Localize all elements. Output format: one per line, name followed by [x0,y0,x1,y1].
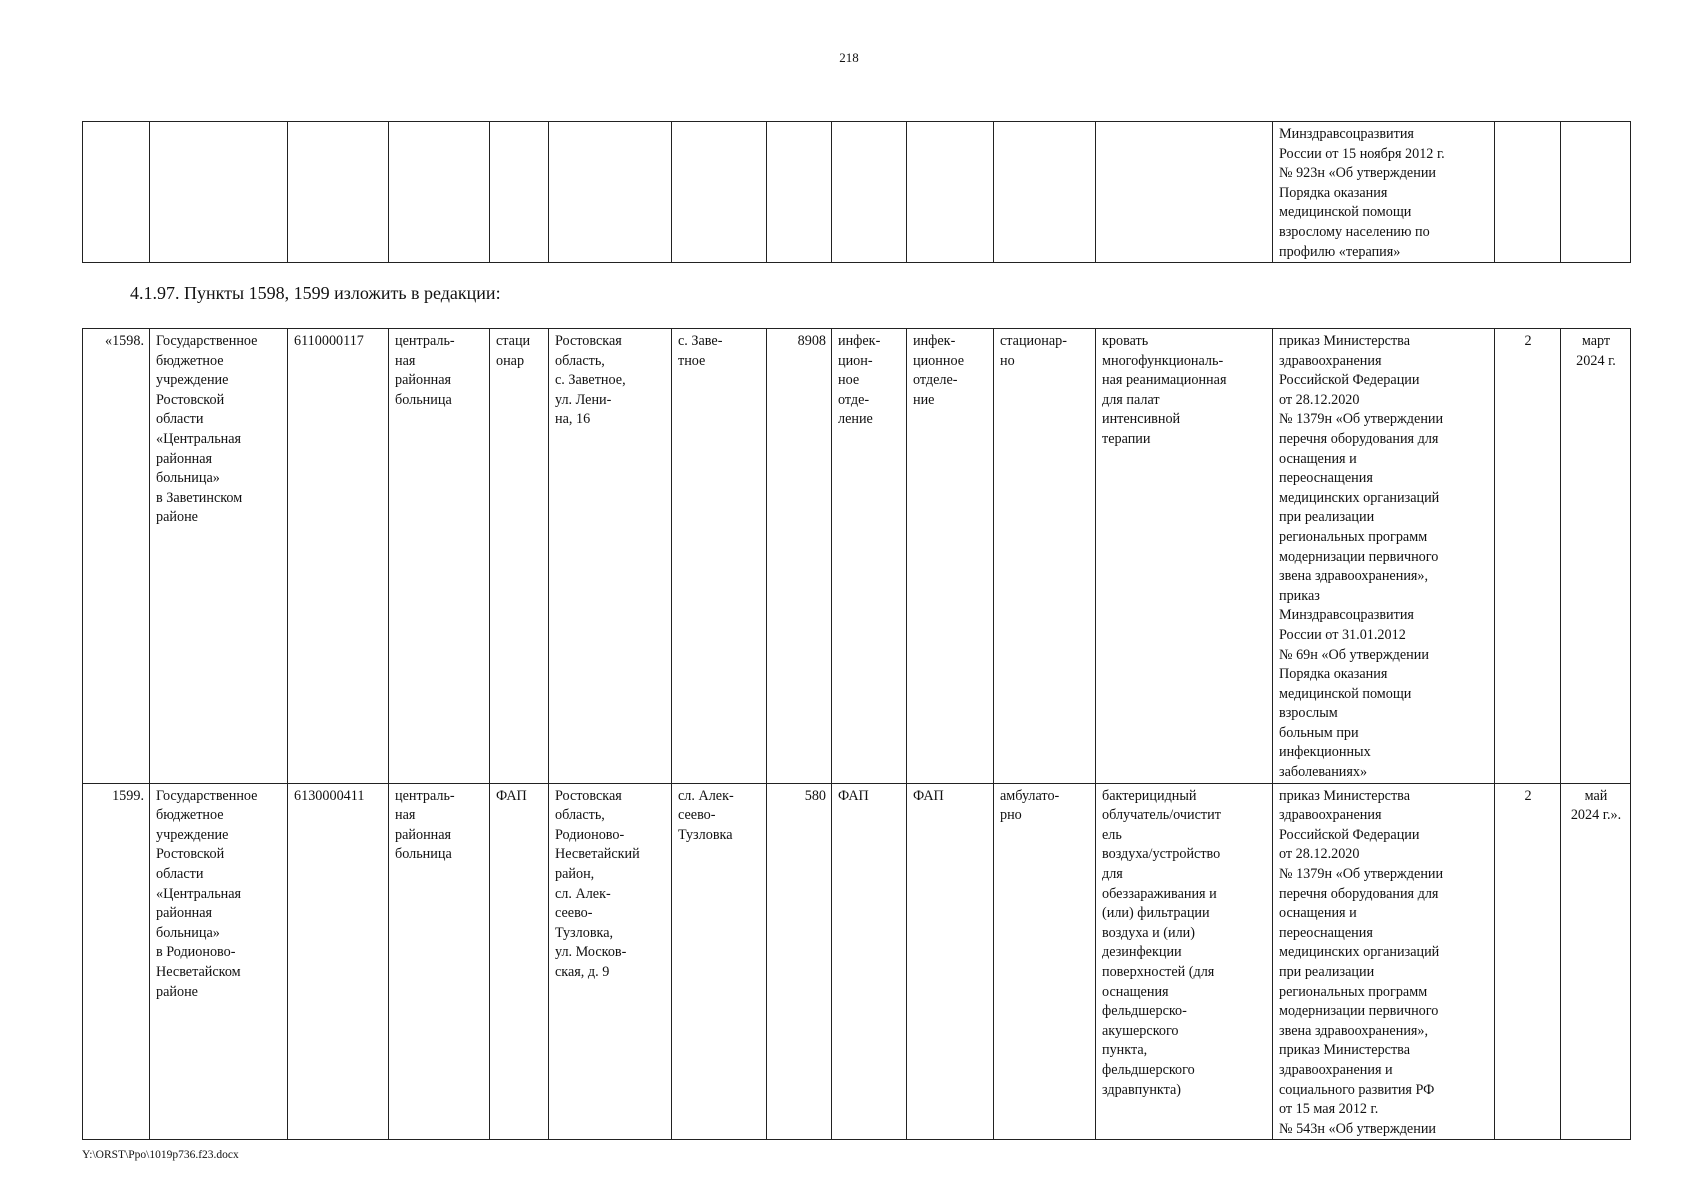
cell-empty [288,122,389,263]
cell-empty [672,122,767,263]
file-path-footer: Y:\ORST\Ppo\1019p736.f23.docx [82,1149,239,1161]
cell-organization: Государственное бюджетное учреждение Ростовской области «Центральная районная больница» в Заветинском районе [150,329,288,784]
cell-order: приказ Министерства здравоохранения Российской Федерации от 28.12.2020 № 1379н «Об утверждении перечня оборудования для оснащения и переоснащения медицинских организаций при реализации региональных программ модернизации первичного звена здравоохранения», приказ Минздравсоцразвития России от 31.01.2012 № 69н «Об утверждении Порядка оказания медицинской помощи взрослым больным при инфекционных заболеваниях» [1273,329,1495,784]
cell-equipment: кровать многофункциональ- ная реанимационная для палат интенсивной терапии [1096,329,1273,784]
cell-organization: Государственное бюджетное учреждение Ростовской области «Центральная районная больница» в Родионово- Несветайском районе [150,783,288,1140]
cell-address: Ростовская область, с. Заветное, ул. Лени- на, 16 [549,329,672,784]
cell-empty [83,122,150,263]
cell-empty [1495,122,1561,263]
cell-empty [549,122,672,263]
section-heading: 4.1.97. Пункты 1598, 1599 изложить в редакции: [130,283,501,303]
cell-care-mode: амбулато- рно [994,783,1096,1140]
cell-empty [832,122,907,263]
cell-empty [994,122,1096,263]
table-row [83,783,1631,1140]
cell-empty [490,122,549,263]
page-number: 218 [839,50,859,65]
cell-subdivision: инфек- ционное отделе- ние [907,329,994,784]
cell-empty [389,122,490,263]
cell-empty [150,122,288,263]
cell-equipment: бактерицидный облучатель/очистит ель воздуха/устройство для обеззараживания и (или) фильтрации воздуха и (или) дезинфекции поверхностей (для оснащения фельдшерско- акушерского пункта, фельдшерского здравпункта) [1096,783,1273,1140]
cell-number: «1598. [83,329,150,784]
cell-quantity: 2 [1495,783,1561,1140]
cell-empty [907,122,994,263]
cell-care-mode: стационар- но [994,329,1096,784]
cell-address: Ростовская область, Родионово- Несветайский район, сл. Алек- сеево- Тузловка, ул. Москов- ская, д. 9 [549,783,672,1140]
cell-quantity: 2 [1495,329,1561,784]
cell-settlement: с. Заве- тное [672,329,767,784]
cell-order: Минздравсоцразвития России от 15 ноября 2012 г. № 923н «Об утверждении Порядка оказания медицинской помощи взрослому населению по профилю «терапия» [1273,122,1495,263]
cell-empty [767,122,832,263]
cell-unit: ФАП [490,783,549,1140]
cell-inn: 6130000411 [288,783,389,1140]
cell-date: май 2024 г.». [1561,783,1631,1140]
cell-org-type: централь- ная районная больница [389,329,490,784]
cell-settlement: сл. Алек- сеево- Тузловка [672,783,767,1140]
cell-empty [1096,122,1273,263]
cell-unit: стаци онар [490,329,549,784]
table-row [83,329,1631,784]
cell-date: март 2024 г. [1561,329,1631,784]
cell-inn: 6110000117 [288,329,389,784]
table-row [83,122,1631,263]
cell-population: 580 [767,783,832,1140]
cell-population: 8908 [767,329,832,784]
cell-empty [1561,122,1631,263]
continuation-table [82,121,1631,263]
equipment-table [82,328,1631,1140]
cell-number: 1599. [83,783,150,1140]
cell-subdivision: ФАП [907,783,994,1140]
cell-org-type: централь- ная районная больница [389,783,490,1140]
cell-department: ФАП [832,783,907,1140]
cell-order: приказ Министерства здравоохранения Российской Федерации от 28.12.2020 № 1379н «Об утверждении перечня оборудования для оснащения и переоснащения медицинских организаций при реализации региональных программ модернизации первичного звена здравоохранения», приказ Министерства здравоохранения и социального развития РФ от 15 мая 2012 г. № 543н «Об утверждении [1273,783,1495,1140]
cell-department: инфек- цион- ное отде- ление [832,329,907,784]
